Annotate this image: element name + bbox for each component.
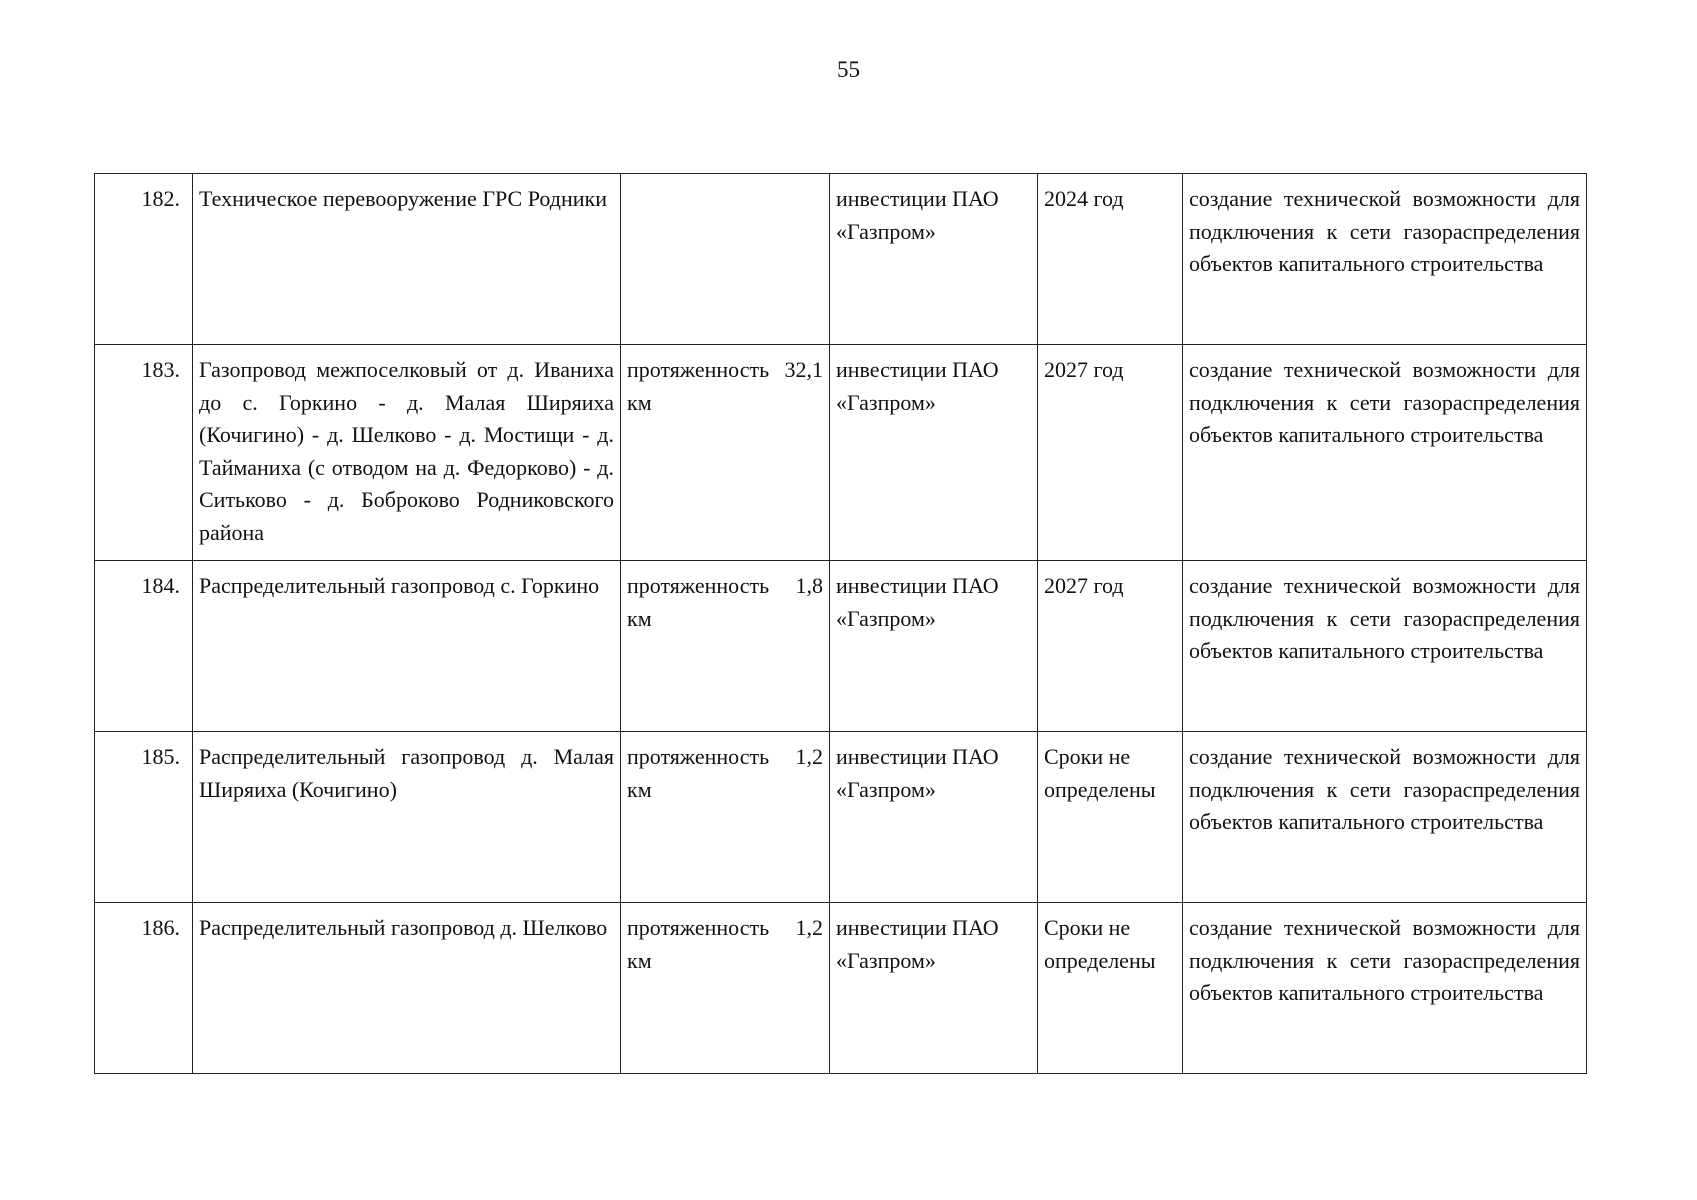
object-characteristics: протяженность 1,8 км [621, 561, 830, 732]
object-name: Распределительный газопровод с. Горкино [193, 561, 621, 732]
object-name: Техническое перевооружение ГРС Родники [193, 174, 621, 345]
object-characteristics: протяженность 32,1 км [621, 345, 830, 561]
object-characteristics: протяженность 1,2 км [621, 903, 830, 1074]
funding-source: инвестиции ПАО «Газпром» [830, 561, 1038, 732]
object-name: Распределительный газопровод д. Шелково [193, 903, 621, 1074]
table-row [95, 174, 1587, 345]
object-goal: создание технической возможности для подключения к сети газораспределения объектов капитального строительства [1183, 903, 1587, 1074]
object-characteristics [621, 174, 830, 345]
row-number: 186. [95, 903, 193, 1074]
row-number: 182. [95, 174, 193, 345]
row-number: 185. [95, 732, 193, 903]
object-goal: создание технической возможности для подключения к сети газораспределения объектов капитального строительства [1183, 561, 1587, 732]
table-row [95, 903, 1587, 1074]
object-goal: создание технической возможности для подключения к сети газораспределения объектов капитального строительства [1183, 732, 1587, 903]
funding-source: инвестиции ПАО «Газпром» [830, 903, 1038, 1074]
funding-source: инвестиции ПАО «Газпром» [830, 345, 1038, 561]
implementation-term: 2027 год [1038, 561, 1183, 732]
implementation-term: Сроки не определены [1038, 903, 1183, 1074]
implementation-term: 2024 год [1038, 174, 1183, 345]
objects-table [94, 173, 1587, 1074]
page-number: 55 [837, 57, 860, 82]
funding-source: инвестиции ПАО «Газпром» [830, 174, 1038, 345]
object-name: Распределительный газопровод д. Малая Ширяиха (Кочигино) [193, 732, 621, 903]
implementation-term: 2027 год [1038, 345, 1183, 561]
object-goal: создание технической возможности для подключения к сети газораспределения объектов капитального строительства [1183, 345, 1587, 561]
object-characteristics: протяженность 1,2 км [621, 732, 830, 903]
row-number: 184. [95, 561, 193, 732]
object-name: Газопровод межпоселковый от д. Иваниха до с. Горкино - д. Малая Ширяиха (Кочигино) - д. Шелково - д. Мостищи - д. Тайманиха (с отводом на д. Федорково) - д. Ситьково - д. Боброково Родниковского района [193, 345, 621, 561]
funding-source: инвестиции ПАО «Газпром» [830, 732, 1038, 903]
table-row [95, 732, 1587, 903]
table-row [95, 345, 1587, 561]
implementation-term: Сроки не определены [1038, 732, 1183, 903]
row-number: 183. [95, 345, 193, 561]
table-row [95, 561, 1587, 732]
object-goal: создание технической возможности для подключения к сети газораспределения объектов капитального строительства [1183, 174, 1587, 345]
